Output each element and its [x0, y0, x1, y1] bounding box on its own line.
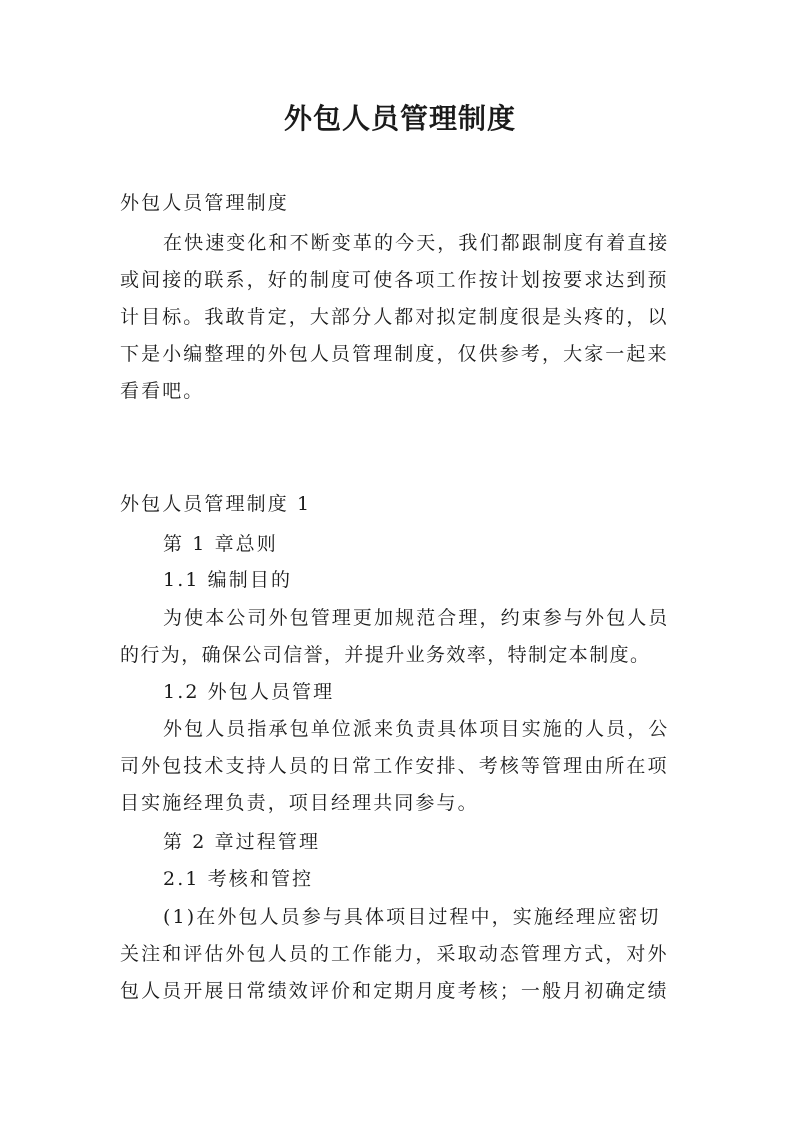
paragraph-line: 关注和评估外包人员的工作能力，采取动态管理方式，对外: [120, 943, 669, 965]
subsection-heading: 1.1 编制目的: [163, 569, 293, 591]
document-title: 外包人员管理制度: [283, 102, 516, 135]
paragraph-line: 司外包技术支持人员的日常工作安排、考核等管理由所在项: [120, 755, 669, 777]
chapter-heading: 第 1 章总则: [163, 533, 278, 555]
paragraph-line: 包人员开展日常绩效评价和定期月度考核；一般月初确定绩: [120, 980, 669, 1002]
paragraph-line: 下是小编整理的外包人员管理制度，仅供参考，大家一起来: [120, 343, 669, 365]
paragraph-line: (1)在外包人员参与具体项目过程中，实施经理应密切: [163, 906, 661, 928]
subsection-heading: 2.1 考核和管控: [163, 868, 314, 890]
chapter-heading: 第 2 章过程管理: [163, 831, 321, 853]
paragraph-line: 目实施经理负责，项目经理共同参与。: [120, 792, 479, 814]
paragraph-line: 或间接的联系，好的制度可使各项工作按计划按要求达到预: [120, 269, 669, 291]
paragraph-line: 计目标。我敢肯定，大部分人都对拟定制度很是头疼的，以: [120, 306, 669, 328]
intro-heading: 外包人员管理制度: [120, 192, 289, 214]
paragraph-line: 看看吧。: [120, 380, 205, 402]
section-heading: 外包人员管理制度 1: [120, 493, 312, 515]
paragraph-line: 外包人员指承包单位派来负责具体项目实施的人员，公: [163, 718, 670, 740]
paragraph-line: 在快速变化和不断变革的今天，我们都跟制度有着直接: [163, 232, 670, 254]
subsection-heading: 1.2 外包人员管理: [163, 681, 335, 703]
paragraph-line: 为使本公司外包管理更加规范合理，约束参与外包人员: [163, 607, 670, 629]
paragraph-line: 的行为，确保公司信誉，并提升业务效率，特制定本制度。: [120, 644, 651, 666]
